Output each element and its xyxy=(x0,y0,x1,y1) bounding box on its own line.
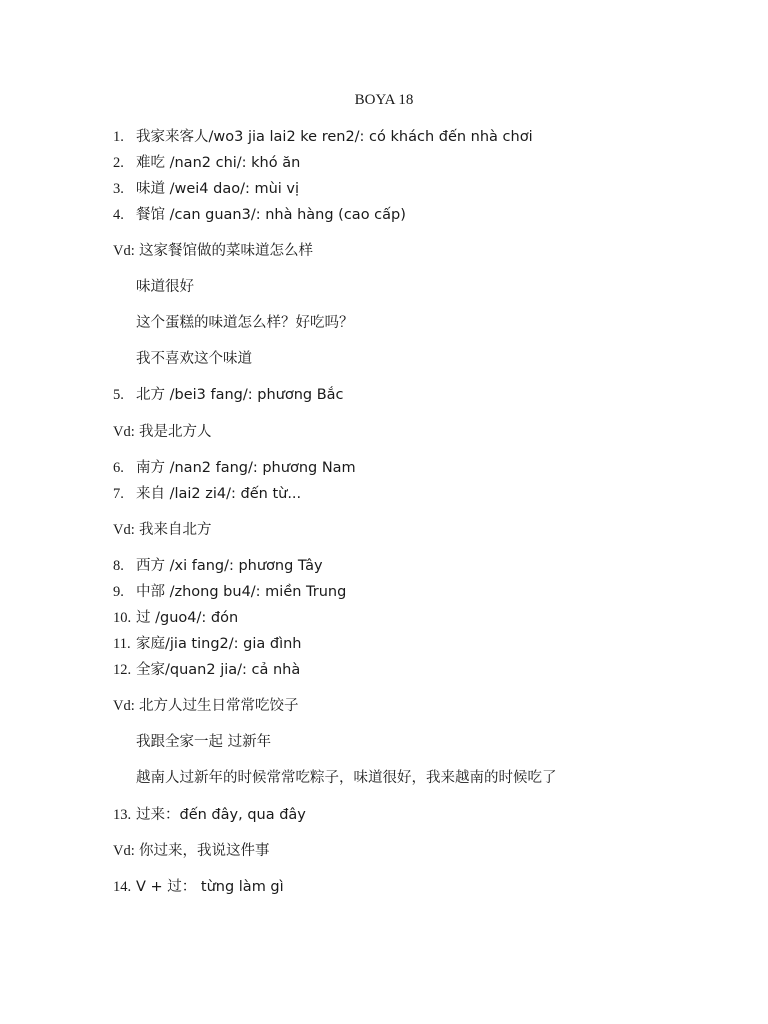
item-number: 4. xyxy=(113,207,124,223)
item-text: 南方 /nan2 fang/: phương Nam xyxy=(136,460,356,476)
example-text: 味道很好 xyxy=(136,279,194,295)
vocab-item-12 xyxy=(113,661,300,679)
vocab-item-1 xyxy=(113,128,533,146)
item-text: 家庭/jia ting2/: gia đình xyxy=(136,636,302,652)
item-number: 8. xyxy=(113,558,124,574)
vocab-item-14 xyxy=(113,878,284,896)
item-number: 12. xyxy=(113,662,132,678)
example-line xyxy=(136,278,194,296)
example-line xyxy=(136,314,354,332)
vocab-item-4 xyxy=(113,206,406,224)
example-label: Vd: xyxy=(113,698,135,714)
example-text: 我跟全家一起 过新年 xyxy=(136,734,272,750)
example-text: 北方人过生日常常吃饺子 xyxy=(139,698,299,714)
item-number: 9. xyxy=(113,584,124,600)
example-text: 你过来，我说这件事 xyxy=(139,843,270,859)
item-number: 7. xyxy=(113,486,124,502)
item-number: 13. xyxy=(113,807,132,823)
example-label-line xyxy=(113,423,212,441)
item-text: 北方 /bei3 fang/: phương Bắc xyxy=(136,387,344,403)
item-text: 西方 /xi fang/: phương Tây xyxy=(136,558,323,574)
item-text: 过 /guo4/: đón xyxy=(136,610,239,626)
item-number: 3. xyxy=(113,181,124,197)
example-label: Vd: xyxy=(113,243,135,259)
example-label-line xyxy=(113,842,270,860)
item-text: 味道 /wei4 dao/: mùi vị xyxy=(136,181,300,197)
example-text: 我不喜欢这个味道 xyxy=(136,351,252,367)
document-title: BOYA 18 xyxy=(354,92,414,108)
vocab-item-13 xyxy=(113,806,306,824)
item-number: 10. xyxy=(113,610,132,626)
vocab-item-8 xyxy=(113,557,323,575)
example-text: 我是北方人 xyxy=(139,424,212,440)
example-label: Vd: xyxy=(113,424,135,440)
example-text: 这个蛋糕的味道怎么样？好吃吗？ xyxy=(136,315,354,331)
vocab-item-10 xyxy=(113,609,238,627)
item-number: 2. xyxy=(113,155,124,171)
vocab-item-5 xyxy=(113,386,344,404)
example-text: 越南人过新年的时候常常吃粽子，味道很好，我来越南的时候吃了 xyxy=(136,770,557,786)
example-text: 我来自北方 xyxy=(139,522,212,538)
item-number: 14. xyxy=(113,879,132,895)
example-text: 这家餐馆做的菜味道怎么样 xyxy=(139,243,313,259)
item-text: V + 过： từng làm gì xyxy=(136,879,284,895)
vocab-item-6 xyxy=(113,459,356,477)
item-text: 过来：đến đây, qua đây xyxy=(136,807,306,823)
example-label-line xyxy=(113,242,313,260)
item-text: 餐馆 /can guan3/: nhà hàng (cao cấp) xyxy=(136,207,406,223)
example-line xyxy=(136,769,557,787)
item-number: 5. xyxy=(113,387,124,403)
item-text: 难吃 /nan2 chi/: khó ăn xyxy=(136,155,301,171)
vocab-item-11 xyxy=(113,635,302,653)
example-label: Vd: xyxy=(113,843,135,859)
item-text: 全家/quan2 jia/: cả nhà xyxy=(136,662,301,678)
vocab-item-9 xyxy=(113,583,346,601)
item-text: 来自 /lai2 zi4/: đến từ... xyxy=(136,486,302,502)
vocab-item-3 xyxy=(113,180,299,198)
item-number: 1. xyxy=(113,129,124,145)
example-line xyxy=(136,350,252,368)
vocab-item-7 xyxy=(113,485,301,503)
example-label-line xyxy=(113,697,299,715)
example-label: Vd: xyxy=(113,522,135,538)
example-label-line xyxy=(113,521,212,539)
item-text: 我家来客人/wo3 jia lai2 ke ren2/: có khách đến nhà chơi xyxy=(136,129,533,145)
vocab-item-2 xyxy=(113,154,300,172)
item-number: 11. xyxy=(113,636,131,652)
item-number: 6. xyxy=(113,460,124,476)
example-line xyxy=(136,733,271,751)
item-text: 中部 /zhong bu4/: miền Trung xyxy=(136,584,347,600)
